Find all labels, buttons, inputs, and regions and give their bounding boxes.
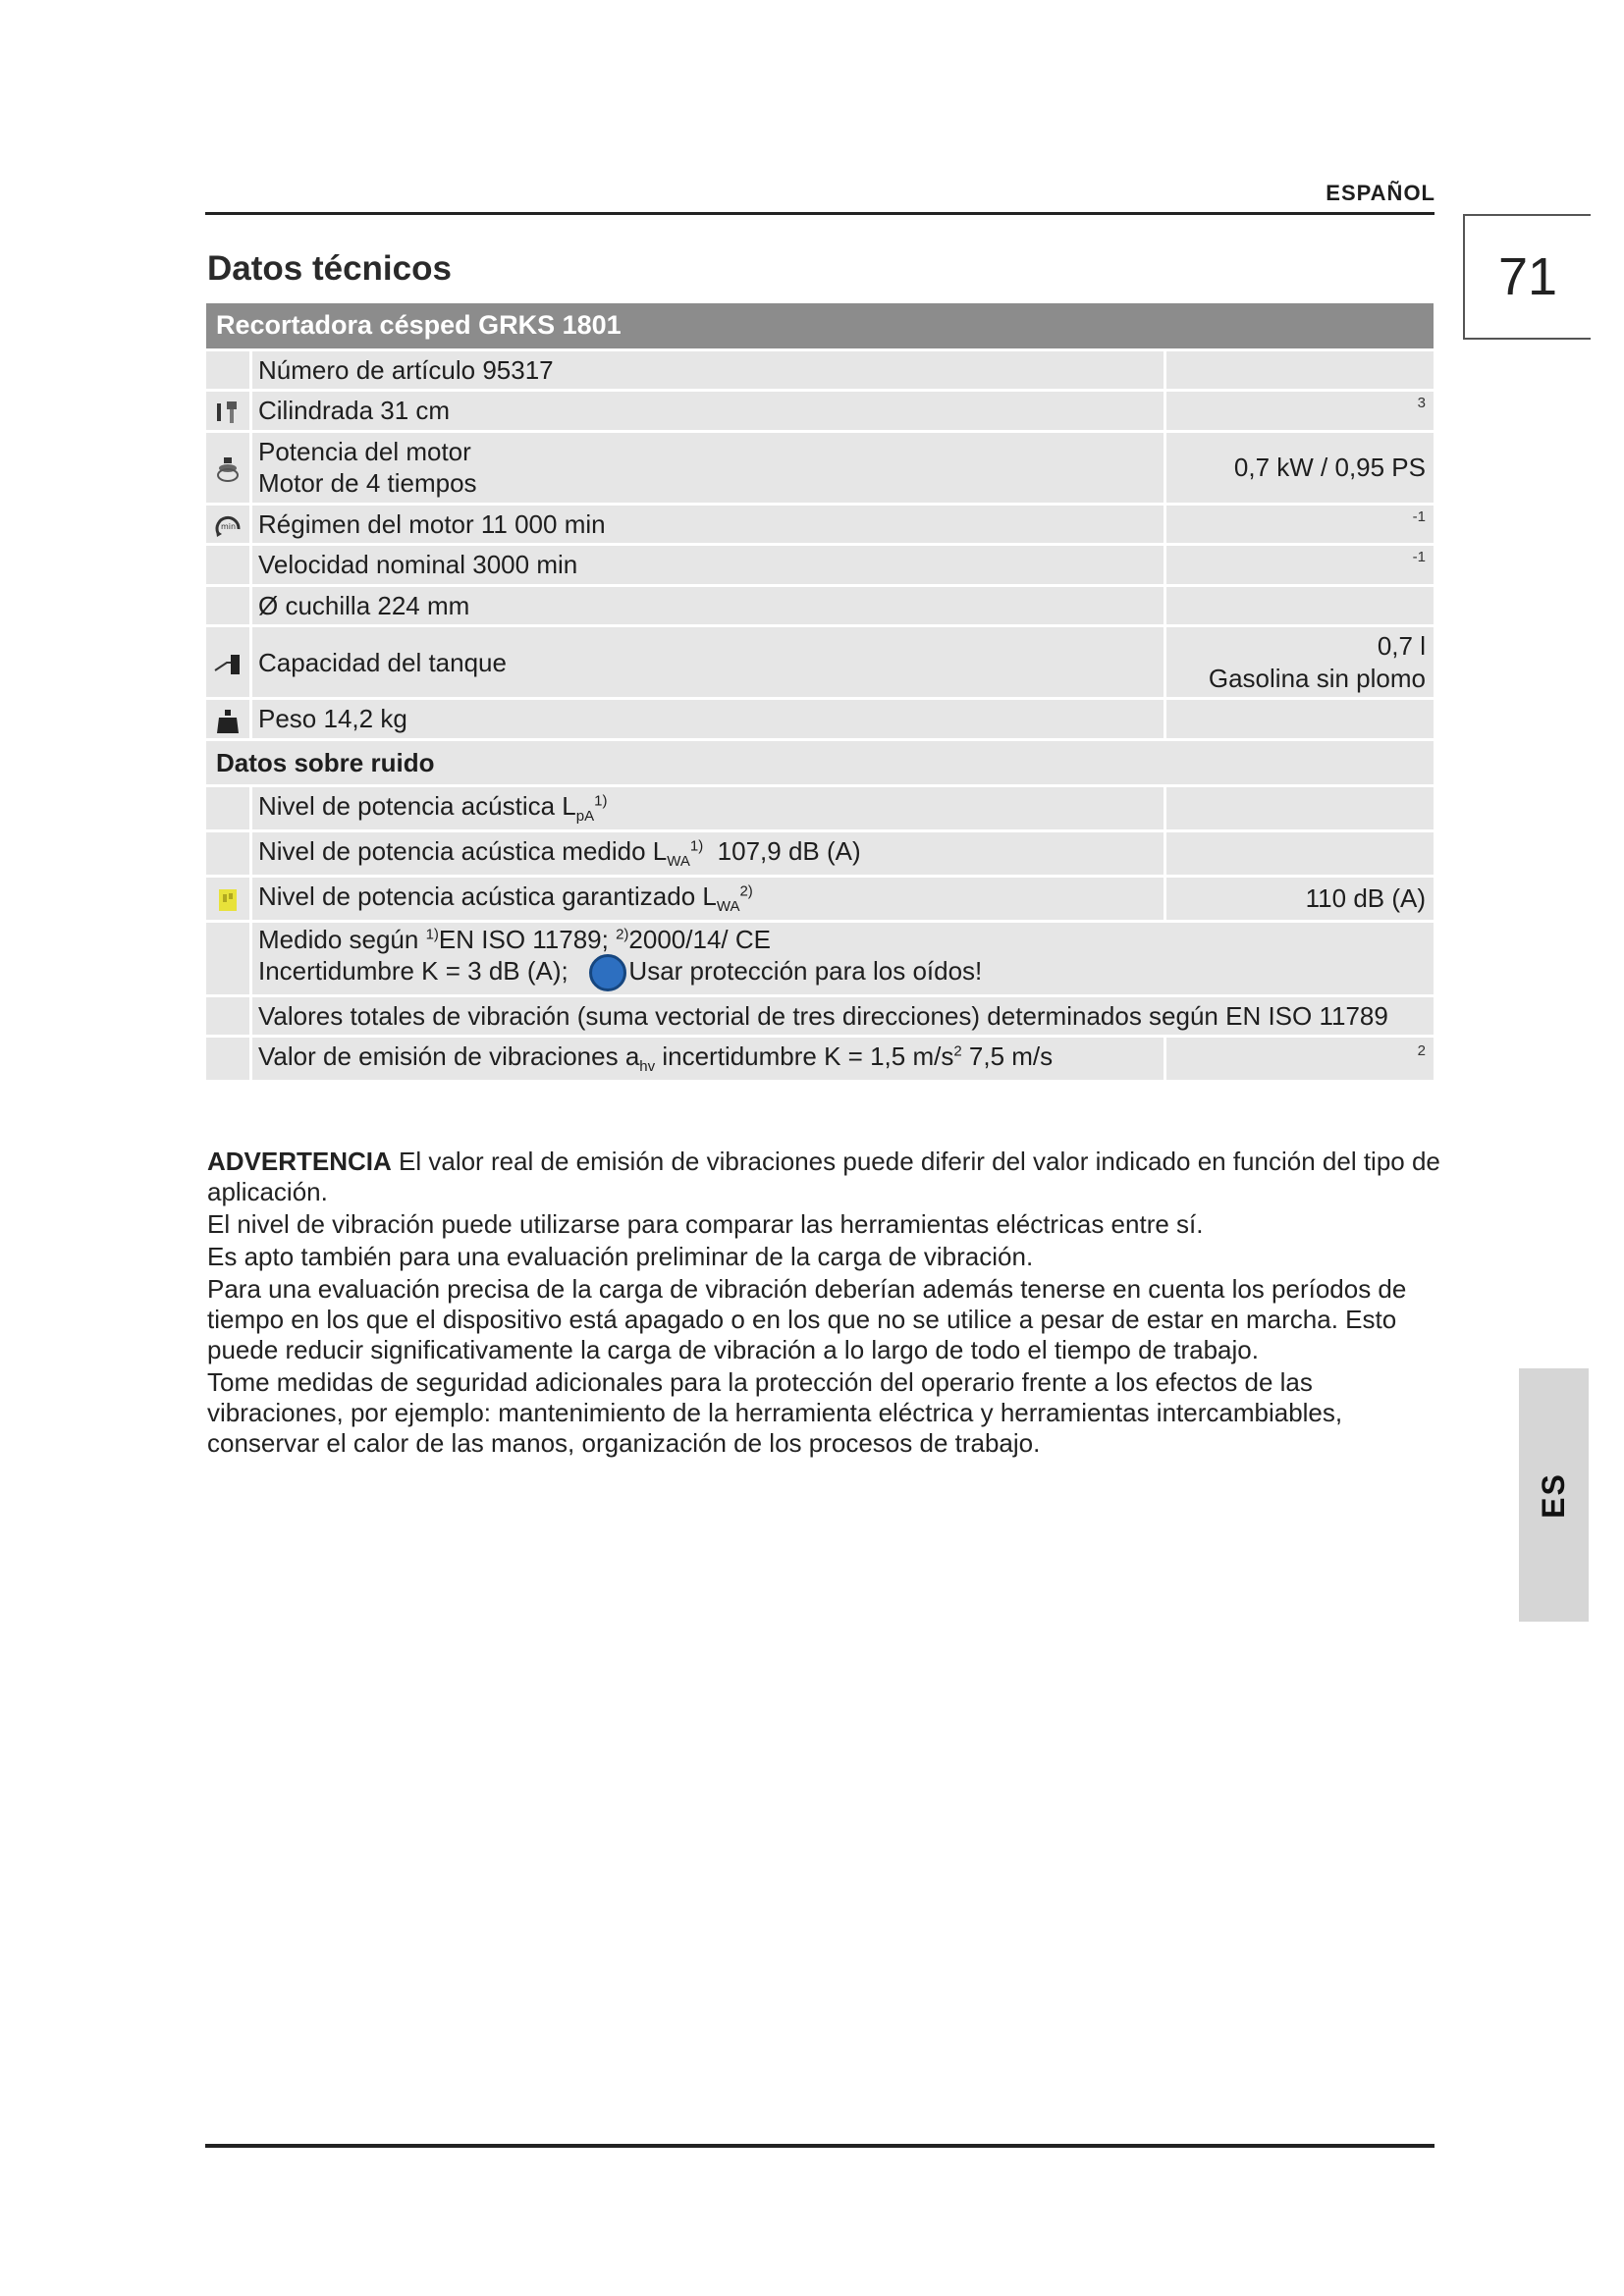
weight-icon (213, 706, 243, 735)
noise-lwa-guaranteed-value: 110 dB (A) (1166, 878, 1434, 920)
vibration-emission: Valor de emisión de vibraciones $a_{hv}$ incertidumbre K = 1,5 $m/s^2$ 7,5 m/s (252, 1038, 1166, 1080)
vibration-warning-text (207, 1147, 1444, 1461)
displacement-label: Cilindrada 31 cm (252, 392, 1166, 430)
table-row (206, 832, 1434, 875)
page-number: 71 (1463, 214, 1591, 340)
power-value: 0,7 kW / 0,95 PS (1166, 433, 1434, 503)
svg-text:min: min (221, 521, 237, 531)
tank-capacity-label: Capacidad del tanque (252, 627, 1166, 697)
power-label: Potencia del motor (258, 436, 471, 466)
paragraph: Tome medidas de seguridad adicionales para la protección del operario frente a los efectos de las vibraciones, por ejemplo: mantenimiento de la herramienta eléctrica y herramientas intercambiables, conservar el calor de las manos, organización de los procesos de trabajo. (207, 1367, 1343, 1458)
vibration-emission-note: 2 (1417, 1042, 1426, 1060)
table-row (206, 923, 1434, 994)
vibration-totals: Valores totales de vibración (suma vectorial de tres direcciones) determinados según EN ISO 11789 (252, 997, 1434, 1036)
warning-label: ADVERTENCIA (207, 1147, 392, 1176)
fuel-tank-icon (213, 649, 243, 678)
engine-type-label: Motor de 4 tiempos (258, 468, 477, 499)
section-title: Datos técnicos (207, 249, 452, 288)
table-row (206, 997, 1434, 1036)
paragraph: Es apto también para una evaluación preliminar de la carga de vibración. (207, 1242, 1034, 1271)
table-row (206, 506, 1434, 544)
product-header: Recortadora césped GRKS 1801 (206, 303, 1434, 348)
uncertainty-text: Incertidumbre K = 3 dB (A); (258, 955, 568, 986)
noise-lwa-guaranteed: Nivel de potencia acústica garantizado $L_{WA}^{2)}$ (252, 878, 1166, 920)
table-row (206, 587, 1434, 625)
noise-icon (213, 885, 243, 915)
warning-paragraph: ADVERTENCIA El valor real de emisión de vibraciones puede diferir del valor indicado en función del tipo de aplicación. (207, 1147, 1440, 1206)
paragraph: Para una evaluación precisa de la carga de vibración deberían además tenerse en cuenta los períodos de tiempo en los que el dispositivo está apagado o en los que no se utilice a pesar de estar en marcha. Esto puede reducir significativamente la carga de vibración a lo largo de todo el tiempo de trabajo. (207, 1274, 1407, 1364)
hearing-protection-icon (589, 954, 626, 991)
table-row (206, 433, 1434, 503)
table-row (206, 627, 1434, 697)
language-header: ESPAÑOL (1326, 181, 1435, 205)
table-row (206, 546, 1434, 584)
noise-lwa-measured-value: 107,9 dB (A) (717, 836, 861, 867)
fuel-type: Gasolina sin plomo (1208, 663, 1426, 693)
engine-icon (213, 454, 243, 484)
vibration-emission-value: 7,5 m/s (961, 1041, 1054, 1072)
displacement-icon (213, 398, 243, 427)
table-row (206, 700, 1434, 738)
displacement-note: 3 (1417, 395, 1426, 412)
nominal-speed-note: -1 (1412, 549, 1426, 566)
engine-speed-note: -1 (1412, 507, 1426, 525)
hearing-protection-text: Usar protección para los oídos! (628, 955, 983, 986)
table-header-row (206, 303, 1434, 348)
noise-lwa-measured: Nivel de potencia acústica medido $L_{WA}^{1)}$ 107,9 dB (A) (252, 832, 1166, 875)
tank-capacity-value: 0,7 l (1377, 631, 1426, 662)
weight-label: Peso 14,2 kg (252, 700, 1166, 738)
paragraph: El nivel de vibración puede utilizarse para comparar las herramientas eléctricas entre sí. (207, 1209, 1204, 1239)
blade-diameter: Ø cuchilla 224 mm (252, 587, 1166, 625)
measurement-standards: Medido según $^{1)}$EN ISO 11789; $^{2)}$2000/14/ CE Incertidumbre K = 3 dB (A); Usar protección para los oídos! (252, 923, 1434, 994)
table-row (206, 392, 1434, 430)
noise-lpa: Nivel de potencia acústica $L_{pA}^{1)}$ (252, 787, 1166, 829)
article-number: Número de artículo 95317 (252, 351, 1166, 390)
noise-header: Datos sobre ruido (206, 741, 1434, 785)
table-row (206, 787, 1434, 829)
rpm-icon (213, 511, 243, 541)
nominal-speed-label: Velocidad nominal 3000 min (252, 546, 1166, 584)
table-row (206, 878, 1434, 920)
engine-speed-label: Régimen del motor 11 000 min (252, 506, 1166, 544)
bottom-rule (205, 2144, 1435, 2148)
noise-header-row (206, 741, 1434, 785)
table-row (206, 351, 1434, 390)
table-row (206, 1038, 1434, 1080)
language-side-tab: ES (1519, 1368, 1589, 1622)
technical-data-table (206, 300, 1434, 1083)
top-rule (205, 212, 1435, 215)
